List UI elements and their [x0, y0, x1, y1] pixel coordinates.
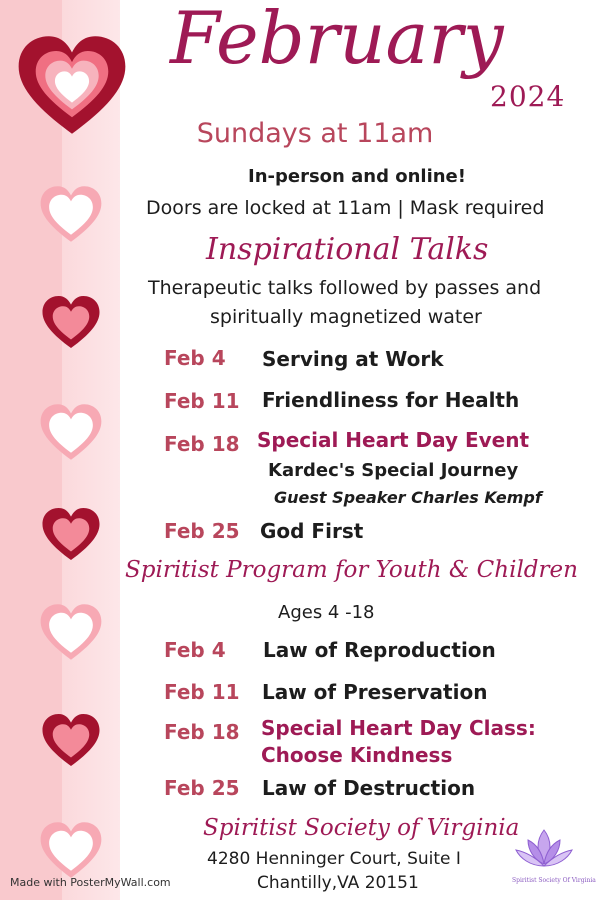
event-topic: Serving at Work	[262, 347, 444, 371]
event-date: Feb 11	[164, 389, 240, 413]
address-line: Chantilly,VA 20151	[257, 873, 419, 893]
event-topic: God First	[260, 519, 364, 543]
class-topic: Law of Preservation	[262, 680, 488, 704]
talks-description: spiritually magnetized water	[210, 306, 482, 328]
logo-caption: Spiritist Society Of Virginia	[512, 877, 596, 884]
talks-description: Therapeutic talks followed by passes and	[148, 277, 542, 299]
event-date: Feb 4	[164, 346, 226, 370]
class-date: Feb 18	[164, 720, 240, 744]
class-date: Feb 4	[164, 638, 226, 662]
class-topic: Law of Reproduction	[263, 638, 496, 662]
door-note: Doors are locked at 11am | Mask required	[146, 197, 545, 219]
white-heart-icon	[38, 400, 104, 464]
year-label: 2024	[490, 80, 566, 113]
class-topic-special: Special Heart Day Class:	[261, 716, 536, 740]
guest-speaker: Guest Speaker Charles Kempf	[274, 488, 542, 507]
class-topic: Law of Destruction	[262, 776, 476, 800]
lotus-logo-icon	[510, 824, 578, 876]
white-heart-icon	[38, 182, 104, 246]
red-heart-icon	[40, 292, 102, 352]
class-topic-special: Choose Kindness	[261, 743, 453, 767]
red-heart-icon	[40, 710, 102, 770]
event-topic-special: Special Heart Day Event	[257, 428, 530, 452]
credit-text: Made with PosterMyWall.com	[10, 876, 171, 889]
event-subtopic: Kardec's Special Journey	[268, 460, 519, 481]
youth-ages: Ages 4 -18	[278, 602, 375, 623]
format-note: In-person and online!	[248, 166, 466, 187]
event-date: Feb 18	[164, 432, 240, 456]
red-heart-icon	[40, 504, 102, 564]
event-date: Feb 25	[164, 519, 240, 543]
schedule-heading: Sundays at 11am	[196, 118, 434, 149]
youth-heading: Spiritist Program for Youth & Children	[125, 557, 578, 583]
address-line: 4280 Henninger Court, Suite I	[207, 849, 461, 869]
talks-heading: Inspirational Talks	[206, 232, 489, 267]
white-heart-icon	[38, 818, 104, 882]
class-date: Feb 25	[164, 776, 240, 800]
org-name: Spiritist Society of Virginia	[203, 815, 520, 841]
month-title: February	[170, 0, 504, 80]
class-date: Feb 11	[164, 680, 240, 704]
white-heart-icon	[38, 600, 104, 664]
event-topic: Friendliness for Health	[262, 388, 520, 412]
